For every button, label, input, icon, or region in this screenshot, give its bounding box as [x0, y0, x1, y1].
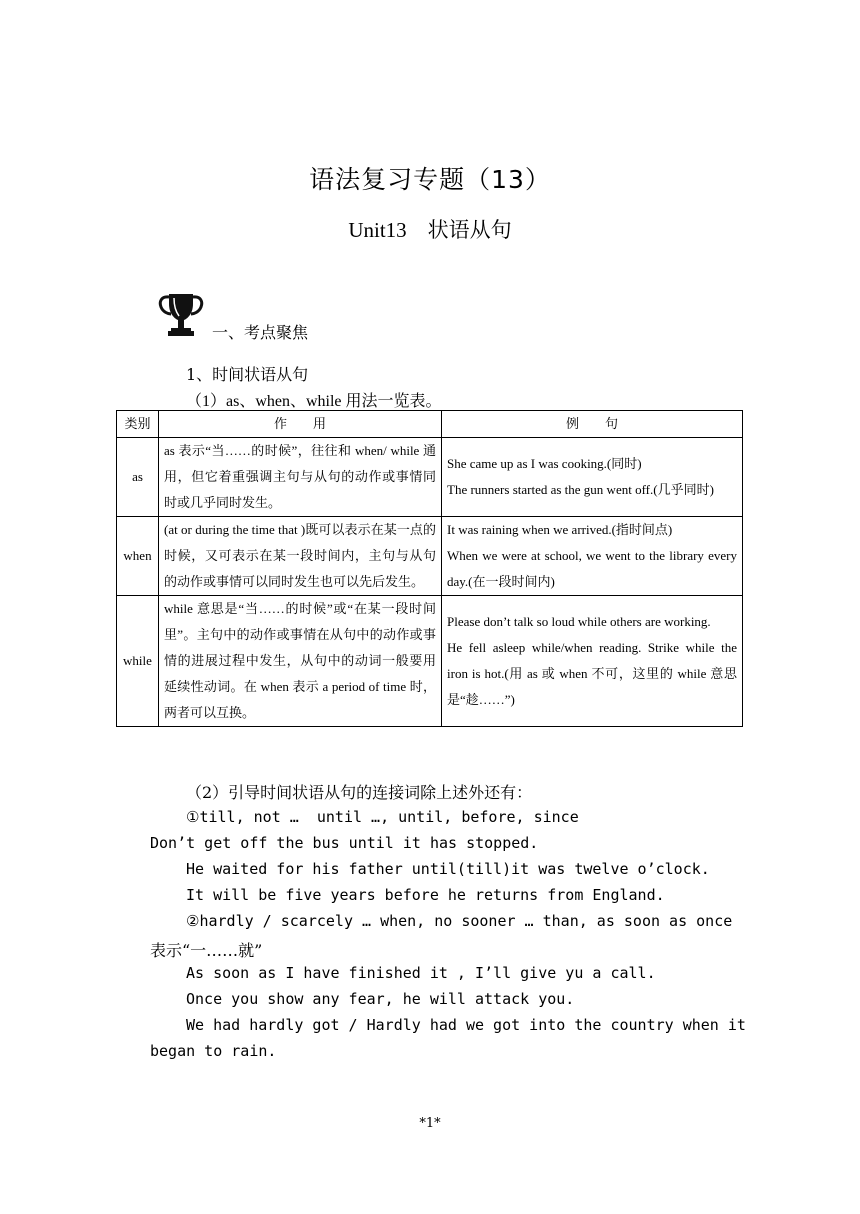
page-title: 语法复习专题（13） [309, 165, 551, 194]
header-usage: 作 用 [159, 411, 442, 438]
row-usage: (at or during the time that )既可以表示在某一点的时候，又可表示在某一段时间内，主句与从句的动作或事情可以同时发生也可以先后发生。 [159, 517, 442, 596]
table-row [117, 438, 743, 517]
trophy-icon [155, 290, 207, 338]
table-header-row [117, 411, 743, 438]
example-line: Don’t get off the bus until it has stopped. [150, 834, 539, 852]
body-line: ②hardly / scarcely … when, no sooner … than, as soon as once [186, 912, 733, 930]
example-sentence: It was raining when we arrived.(指时间点) [447, 522, 673, 537]
header-example: 例 句 [442, 411, 743, 438]
table-row [117, 596, 743, 727]
example-line: As soon as I have finished it , I’ll give yu a call. [186, 964, 656, 982]
example-line: began to rain. [150, 1042, 277, 1060]
row-category: when [117, 517, 159, 596]
row-category: while [117, 596, 159, 727]
example-sentence: He fell asleep while/when reading. Strike while the iron is hot.(用 as 或 when 不可，这里的 while 意思是“趁……”) [447, 640, 737, 707]
row-examples [442, 596, 743, 727]
example-line: He waited for his father until(till)it was twelve o’clock. [186, 860, 710, 878]
page-number: *1* [419, 1116, 441, 1131]
row-examples [442, 438, 743, 517]
row-usage: while 意思是“当……的时候”或“在某一段时间里”。主句中的动作或事情在从句中的动作或事情的进展过程中发生，从句中的动词一般要用延续性动词。在 when 表示 a period of time 时，两者可以互换。 [159, 596, 442, 727]
section-heading: 一、考点聚焦 [212, 323, 309, 342]
header-category: 类别 [117, 411, 159, 438]
example-sentence: The runners started as the gun went off.(几乎同时) [447, 482, 714, 497]
table-row [117, 517, 743, 596]
usage-table [116, 410, 743, 727]
example-line: We had hardly got / Hardly had we got into the country when it [186, 1016, 746, 1034]
body-line: （2）引导时间状语从句的连接词除上述外还有： [186, 783, 533, 802]
row-examples [442, 517, 743, 596]
body-line: ①till, not … until …, until, before, since [186, 808, 579, 826]
table-caption: （1）as、when、while 用法一览表。 [186, 393, 442, 410]
example-line: Once you show any fear, he will attack you. [186, 990, 575, 1008]
page-subtitle: Unit13 状语从句 [348, 218, 512, 242]
example-sentence: When we were at school, we went to the library every day.(在一段时间内) [447, 548, 737, 589]
row-category: as [117, 438, 159, 517]
row-usage: as 表示“当……的时候”，往往和 when/ while 通用，但它着重强调主句与从句的动作或事情同时或几乎同时发生。 [159, 438, 442, 517]
example-sentence: Please don’t talk so loud while others are working. [447, 614, 711, 629]
subsection-heading: 1、时间状语从句 [186, 365, 309, 384]
example-line: It will be five years before he returns from England. [186, 886, 665, 904]
example-sentence: She came up as I was cooking.(同时) [447, 456, 642, 471]
body-line: 表示“一……就” [150, 941, 263, 960]
